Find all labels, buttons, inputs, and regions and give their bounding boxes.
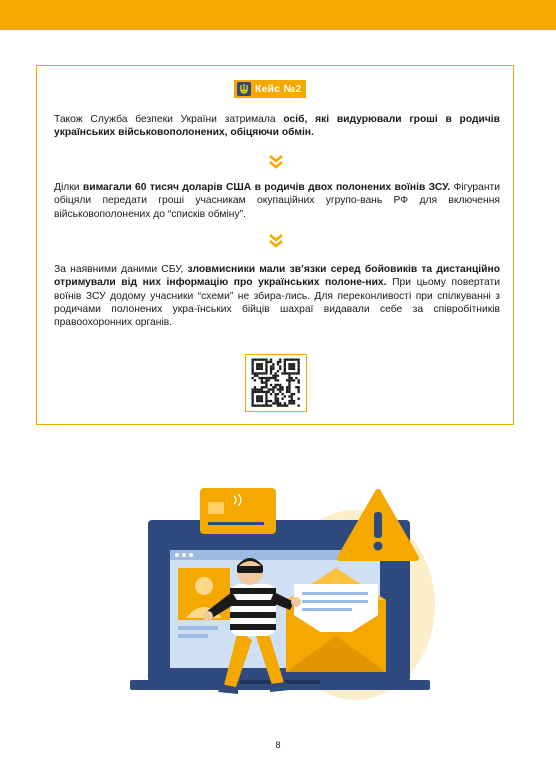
bold-text-segment: зловмисники мали зв’язки серед бойовиків та дистанційно отримували від них інформацію про українських полоне-них. (54, 264, 500, 289)
paragraph-arrest (54, 113, 500, 140)
qr-code-icon[interactable] (245, 354, 307, 412)
text-segment: При цьому повертати воїнів ЗСУ додому учасники “схеми” не збира-лись. Для переконливості при спілкуванні з родичами полонених укра-їнських бійців шахраї видавали себе за співробітників правоохоронних органів. (54, 277, 500, 329)
text-segment: За наявними даними СБУ, (54, 264, 188, 275)
double-chevron-down-icon (268, 155, 284, 169)
paragraph-extortion (54, 181, 500, 221)
credit-card-icon (200, 488, 276, 534)
fraud-illustration (110, 480, 450, 710)
text-segment: Ділки (54, 182, 83, 193)
double-chevron-down-icon (268, 234, 284, 248)
bold-text-segment: осіб, які видурювали гроші в родичів українських військовополонених, обіцяючи обмін. (54, 114, 501, 139)
paragraph-connections (54, 263, 500, 329)
text-segment: Також Служба безпеки України затримала (54, 114, 284, 125)
text-segment: Фігуранти обіцяли передати гроші учасникам окупаційних угрупо-вань РФ для включення військовополонених до “списків обміну”. (54, 182, 501, 220)
case-badge (234, 80, 306, 98)
case-badge-label: Кейс №2 (255, 83, 302, 95)
bold-text-segment: вимагали 60 тисяч доларів США в родичів двох полонених воїнів ЗСУ. (82, 182, 451, 193)
page-number: 8 (275, 740, 281, 750)
top-accent-bar (0, 0, 556, 30)
trident-emblem-icon (237, 82, 251, 96)
